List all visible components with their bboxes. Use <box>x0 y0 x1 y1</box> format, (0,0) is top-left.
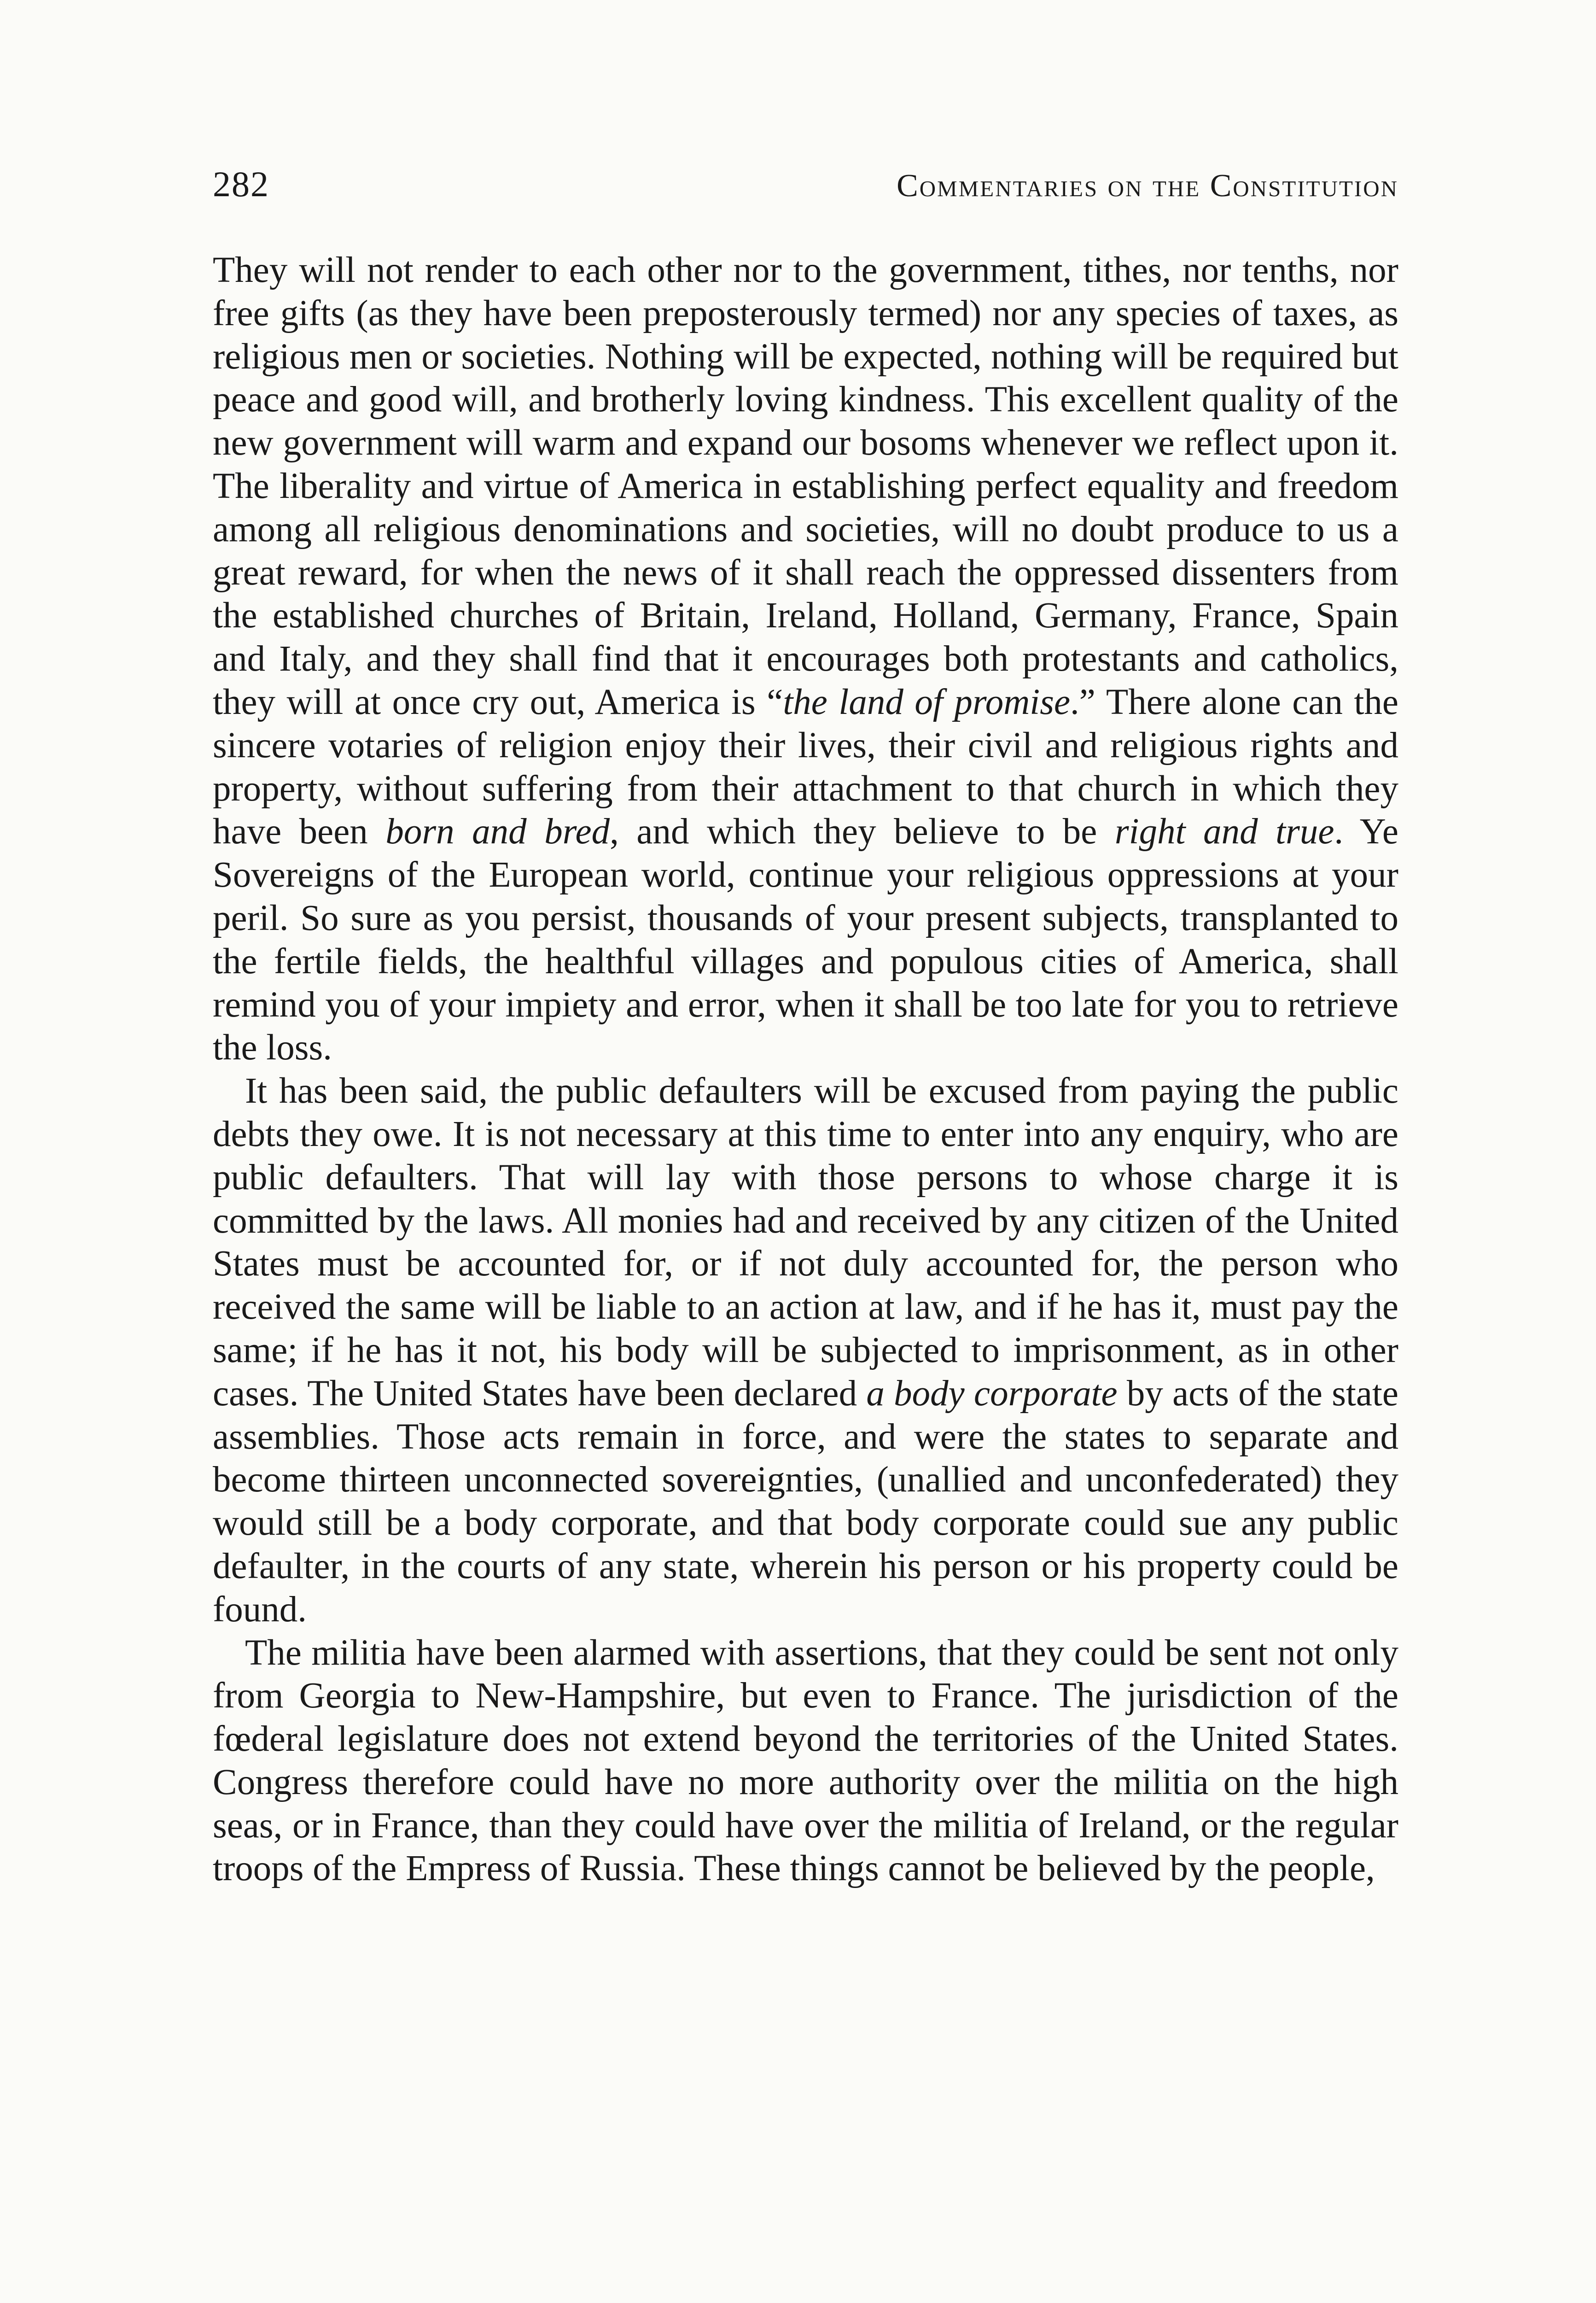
running-title: Commentaries on the Constitution <box>897 168 1398 204</box>
italic-phrase: born and bred <box>385 812 610 852</box>
text-run: They will not render to each other nor to the government, tithes, nor tenths, nor free gifts (as they have been preposterously termed) nor any species of taxes, as religious men or societies. Nothing will be expected, nothing will be required but peace and good will, and brotherly loving kindness. This excellent quality of the new government will warm and expand our bosoms whenever we reflect upon it. The liberality and virtue of America in establishing perfect equality and freedom among all religious denominations and societies, will no doubt produce to us a great reward, for when the news of it shall reach the oppressed dissenters from the established churches of Britain, Ireland, Holland, Germany, France, Spain and Italy, and they shall find that it encourages both protestants and catholics, they will at once cry out, America is “ <box>213 250 1398 722</box>
text-run: The militia have been alarmed with assertions, that they could be sent not only from Georgia to New-Hampshire, but even to France. The jurisdiction of the fœderal legislature does not extend beyond the territories of the United States. Congress therefore could have no more authority over the militia on the high seas, or in France, than they could have over the militia of Ireland, or the regular troops of the Empress of Russia. These things cannot be believed by the people, <box>213 1632 1398 1889</box>
paragraph <box>213 1070 1398 1631</box>
running-head <box>213 164 1398 210</box>
page-number: 282 <box>213 164 269 204</box>
paragraph <box>213 1631 1398 1891</box>
italic-phrase: right and true <box>1114 812 1334 852</box>
text-run: by acts of the state assemblies. Those acts remain in force, and were the states to separate and become thirteen unconnected sovereignties, (unallied and unconfederated) they would still be a body corporate, and that body corporate could sue any public defaulter, in the courts of any state, wherein his person or his property could be found. <box>213 1373 1398 1630</box>
italic-phrase: a body corporate <box>866 1373 1118 1414</box>
body-text <box>213 249 1398 1890</box>
text-run: It has been said, the public defaulters will be excused from paying the public debts they owe. It is not necessary at this time to enter into any enquiry, who are public defaulters. That will lay with those persons to whose charge it is committed by the laws. All monies had and received by any citizen of the United States must be accounted for, or if not duly accounted for, the person who received the same will be liable to an action at law, and if he has it, must pay the same; if he has it not, his body will be subjected to imprisonment, as in other cases. The United States have been declared <box>213 1071 1398 1414</box>
text-run: . Ye Sovereigns of the European world, continue your religious oppressions at your peril. So sure as you persist, thousands of your present subjects, transplanted to the fertile fields, the healthful villages and populous cities of America, shall remind you of your impiety and error, when it shall be too late for you to retrieve the loss. <box>213 812 1398 1068</box>
text-run: , and which they believe to be <box>610 812 1115 852</box>
italic-phrase: the land of promise <box>783 682 1071 722</box>
text-run: .” There alone can the sincere votaries of religion enjoy their lives, their civil and religious rights and property, without suffering from their attachment to that church in which they have been <box>213 682 1398 852</box>
paragraph <box>213 249 1398 1070</box>
